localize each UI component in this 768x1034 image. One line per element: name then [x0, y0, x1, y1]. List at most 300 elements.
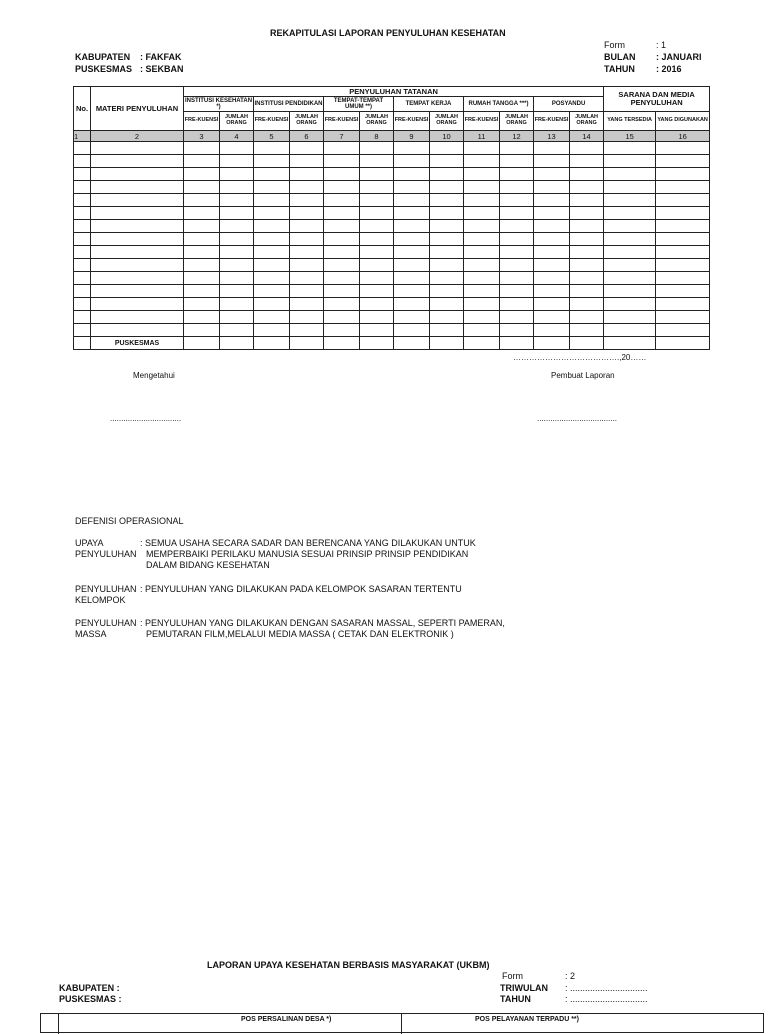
table-cell [534, 233, 570, 246]
table-cell [220, 246, 254, 259]
table-cell [534, 181, 570, 194]
table-cell [91, 259, 184, 272]
form2-tahun-value: : ............................... [565, 994, 648, 1004]
table-cell [220, 155, 254, 168]
table-cell [360, 207, 394, 220]
table-cell [324, 220, 360, 233]
table-cell [254, 246, 290, 259]
table-cell [534, 220, 570, 233]
table-cell [570, 233, 604, 246]
table-cell [220, 142, 254, 155]
table-cell [464, 259, 500, 272]
table-cell [91, 181, 184, 194]
table-cell [394, 337, 430, 350]
table-cell [254, 207, 290, 220]
total-row-label: PUSKESMAS [91, 337, 184, 350]
table-cell [254, 155, 290, 168]
puskesmas-value: : SEKBAN [140, 64, 184, 74]
table-cell [500, 259, 534, 272]
form2-form-value: : 2 [565, 971, 576, 981]
subheader-yang-tersedia: YANG TERSEDIA [604, 112, 656, 131]
col-header-sarana: SARANA DAN MEDIA PENYULUHAN [604, 87, 710, 112]
column-number-cell: 1 [74, 131, 91, 142]
table-cell [220, 324, 254, 337]
pembuat-laporan-label: Pembuat Laporan [551, 371, 615, 380]
form2-title: LAPORAN UPAYA KESEHATAN BERBASIS MASYARAKAT (UKBM) [207, 960, 490, 970]
form2-triwulan-value: : ............................... [565, 983, 648, 993]
table-cell [394, 233, 430, 246]
table-cell [534, 311, 570, 324]
table-cell [254, 337, 290, 350]
form-label: Form [604, 40, 625, 50]
table-cell [290, 142, 324, 155]
table-cell [74, 337, 91, 350]
table-cell [360, 233, 394, 246]
table-cell [570, 207, 604, 220]
table-cell [360, 142, 394, 155]
table-cell [500, 168, 534, 181]
table-cell [254, 233, 290, 246]
table-cell [220, 272, 254, 285]
table-cell [360, 298, 394, 311]
table-cell [430, 155, 464, 168]
table-cell [604, 220, 656, 233]
table-cell [500, 220, 534, 233]
definition-term-massa [75, 618, 137, 640]
table-cell [360, 259, 394, 272]
table-cell [91, 311, 184, 324]
table-cell [394, 207, 430, 220]
table-cell [656, 324, 710, 337]
table-cell [254, 194, 290, 207]
table-cell [360, 324, 394, 337]
table-cell [430, 259, 464, 272]
table-cell [656, 285, 710, 298]
table-cell [184, 337, 220, 350]
mengetahui-label: Mengetahui [133, 371, 175, 380]
table-cell [604, 311, 656, 324]
table-cell [74, 233, 91, 246]
table-cell [360, 311, 394, 324]
definition-term-line: KELOMPOK [75, 595, 126, 605]
table-cell [74, 194, 91, 207]
table-cell [360, 246, 394, 259]
table-cell [656, 142, 710, 155]
table-cell [500, 194, 534, 207]
penyuluhan-table [73, 86, 710, 350]
form2-column-divider [401, 1014, 402, 1034]
table-cell [220, 207, 254, 220]
table-cell [324, 324, 360, 337]
table-cell [464, 181, 500, 194]
table-cell [324, 168, 360, 181]
form2-form-label: Form [502, 971, 523, 981]
table-cell [220, 168, 254, 181]
table-cell [604, 155, 656, 168]
table-cell [464, 233, 500, 246]
subheader-frekuensi: FRE-KUENSI [324, 112, 360, 131]
definition-text-line: MEMPERBAIKI PERILAKU MANUSIA SESUAI PRINSIP PRINSIP PENDIDIKAN [146, 549, 469, 559]
table-cell [184, 311, 220, 324]
table-cell [184, 181, 220, 194]
subheader-frekuensi: FRE-KUENSI [464, 112, 500, 131]
form2-puskesmas-label: PUSKESMAS : [59, 994, 122, 1004]
column-number-cell: 12 [500, 131, 534, 142]
table-cell [184, 168, 220, 181]
table-cell [324, 337, 360, 350]
table-row [74, 324, 710, 337]
table-cell [464, 142, 500, 155]
table-cell [91, 298, 184, 311]
table-cell [184, 324, 220, 337]
table-cell [570, 337, 604, 350]
col-header-tatanan: PENYULUHAN TATANAN [184, 87, 604, 97]
form2-triwulan-label: TRIWULAN [500, 983, 548, 993]
table-cell [656, 220, 710, 233]
table-cell [500, 298, 534, 311]
table-cell [290, 298, 324, 311]
definition-text-line: : PENYULUHAN YANG DILAKUKAN DENGAN SASARAN MASSAL, SEPERTI PAMERAN, [140, 618, 505, 628]
tahun-value: : 2016 [656, 64, 682, 74]
table-cell [430, 246, 464, 259]
table-cell [656, 298, 710, 311]
table-cell [184, 246, 220, 259]
form2-table [40, 1013, 764, 1033]
subheader-frekuensi: FRE-KUENSI [534, 112, 570, 131]
table-cell [464, 194, 500, 207]
group-header-tempat-umum: TEMPAT-TEMPAT UMUM **) [324, 97, 394, 112]
table-cell [74, 181, 91, 194]
column-number-cell: 2 [91, 131, 184, 142]
tahun-label: TAHUN [604, 64, 635, 74]
subheader-jumlah-orang: JUMLAH ORANG [500, 112, 534, 131]
table-cell [500, 272, 534, 285]
column-number-cell: 9 [394, 131, 430, 142]
subheader-jumlah-orang: JUMLAH ORANG [430, 112, 464, 131]
definition-text-line: DALAM BIDANG KESEHATAN [146, 560, 270, 570]
table-cell [394, 168, 430, 181]
table-cell [184, 142, 220, 155]
table-cell [91, 168, 184, 181]
table-cell [74, 207, 91, 220]
table-cell [464, 337, 500, 350]
table-cell [394, 194, 430, 207]
table-cell [324, 194, 360, 207]
table-cell [500, 142, 534, 155]
definition-term-line: PENYULUHAN [75, 584, 137, 594]
table-cell [220, 233, 254, 246]
table-cell [91, 207, 184, 220]
table-cell [464, 324, 500, 337]
table-cell [430, 207, 464, 220]
table-cell [656, 311, 710, 324]
table-cell [220, 194, 254, 207]
table-cell [254, 311, 290, 324]
table-cell [290, 337, 324, 350]
subheader-jumlah-orang: JUMLAH ORANG [290, 112, 324, 131]
table-cell [91, 220, 184, 233]
table-cell [570, 194, 604, 207]
table-cell [91, 194, 184, 207]
group-header-rumah-tangga: RUMAH TANGGA ***) [464, 97, 534, 112]
table-cell [394, 259, 430, 272]
table-row [74, 168, 710, 181]
table-cell [184, 155, 220, 168]
table-cell [74, 168, 91, 181]
signature-line-left: ................................ [110, 414, 182, 423]
table-cell [254, 285, 290, 298]
group-header-institusi-pendidikan: INSTITUSI PENDIDIKAN [254, 97, 324, 112]
definition-text-massa [140, 618, 505, 640]
definition-term-line: PENYULUHAN [75, 549, 137, 559]
form1-title: REKAPITULASI LAPORAN PENYULUHAN KESEHATAN [270, 28, 506, 38]
definition-term-line: MASSA [75, 629, 107, 639]
table-cell [534, 324, 570, 337]
table-cell [570, 298, 604, 311]
table-cell [324, 311, 360, 324]
table-cell [220, 220, 254, 233]
table-row [74, 298, 710, 311]
column-number-cell: 11 [464, 131, 500, 142]
table-cell [324, 298, 360, 311]
column-number-cell: 8 [360, 131, 394, 142]
table-cell [184, 298, 220, 311]
table-cell [394, 155, 430, 168]
column-number-cell: 13 [534, 131, 570, 142]
table-cell [394, 220, 430, 233]
table-row [74, 181, 710, 194]
table-cell [604, 142, 656, 155]
table-cell [220, 311, 254, 324]
table-cell [184, 272, 220, 285]
table-cell [500, 311, 534, 324]
definitions-heading: DEFENISI OPERASIONAL [75, 516, 184, 526]
table-cell [656, 194, 710, 207]
table-cell [604, 233, 656, 246]
table-cell [394, 181, 430, 194]
table-cell [656, 168, 710, 181]
table-cell [500, 246, 534, 259]
table-cell [430, 233, 464, 246]
table-cell [604, 272, 656, 285]
subheader-jumlah-orang: JUMLAH ORANG [570, 112, 604, 131]
table-cell [220, 259, 254, 272]
table-cell [534, 194, 570, 207]
kabupaten-label: KABUPATEN [75, 52, 131, 62]
table-cell [220, 337, 254, 350]
table-cell [464, 272, 500, 285]
subheader-yang-digunakan: YANG DIGUNAKAN [656, 112, 710, 131]
table-row [74, 259, 710, 272]
subheader-frekuensi: FRE-KUENSI [394, 112, 430, 131]
table-cell [324, 181, 360, 194]
definition-term-kelompok [75, 584, 137, 606]
definition-text-upaya [140, 538, 476, 571]
table-cell [220, 181, 254, 194]
table-cell [91, 285, 184, 298]
table-cell [184, 233, 220, 246]
table-cell [290, 220, 324, 233]
table-cell [74, 220, 91, 233]
table-cell [464, 298, 500, 311]
table-cell [394, 142, 430, 155]
table-cell [184, 220, 220, 233]
table-cell [74, 272, 91, 285]
table-row [74, 272, 710, 285]
table-cell [570, 168, 604, 181]
table-cell [360, 272, 394, 285]
table-cell [91, 272, 184, 285]
table-cell [91, 155, 184, 168]
table-cell [394, 272, 430, 285]
column-number-cell: 15 [604, 131, 656, 142]
table-cell [254, 259, 290, 272]
table-cell [74, 298, 91, 311]
table-cell [464, 207, 500, 220]
table-cell [534, 337, 570, 350]
table-row [74, 194, 710, 207]
table-cell [74, 155, 91, 168]
table-cell [290, 207, 324, 220]
table-cell [604, 207, 656, 220]
table-cell [656, 246, 710, 259]
table-cell [464, 246, 500, 259]
table-cell [604, 324, 656, 337]
table-cell [604, 298, 656, 311]
table-cell [360, 168, 394, 181]
table-cell [394, 246, 430, 259]
column-number-cell: 14 [570, 131, 604, 142]
table-cell [290, 168, 324, 181]
table-cell [570, 324, 604, 337]
table-cell [254, 181, 290, 194]
definition-text-line: : SEMUA USAHA SECARA SADAR DAN BERENCANA YANG DILAKUKAN UNTUK [140, 538, 476, 548]
group-header-institusi-kesehatan: INSTITUSI KESEHATAN *) [184, 97, 253, 110]
table-cell [604, 337, 656, 350]
table-cell [656, 233, 710, 246]
table-cell [254, 220, 290, 233]
column-number-row [74, 131, 710, 142]
table-cell [534, 168, 570, 181]
table-cell [91, 233, 184, 246]
subheader-jumlah-orang: JUMLAH ORANG [220, 112, 254, 131]
group-header-tempat-kerja: TEMPAT KERJA [394, 97, 464, 112]
table-cell [534, 142, 570, 155]
table-cell [430, 181, 464, 194]
table-cell [254, 298, 290, 311]
table-cell [324, 259, 360, 272]
table-cell [534, 259, 570, 272]
table-cell [394, 298, 430, 311]
column-number-cell: 10 [430, 131, 464, 142]
form2-tahun-label: TAHUN [500, 994, 531, 1004]
column-number-cell: 16 [656, 131, 710, 142]
column-number-cell: 3 [184, 131, 220, 142]
table-cell [604, 259, 656, 272]
table-cell [430, 194, 464, 207]
definition-text-kelompok [140, 584, 462, 595]
table-cell [464, 220, 500, 233]
table-cell [290, 311, 324, 324]
table-cell [360, 337, 394, 350]
column-number-cell: 7 [324, 131, 360, 142]
table-cell [656, 337, 710, 350]
column-number-cell: 6 [290, 131, 324, 142]
form2-kabupaten-label: KABUPATEN : [59, 983, 120, 993]
table-cell [254, 324, 290, 337]
table-cell [290, 259, 324, 272]
definition-term-line: PENYULUHAN [75, 618, 137, 628]
table-cell [290, 246, 324, 259]
table-cell [254, 272, 290, 285]
table-cell [184, 207, 220, 220]
table-cell [324, 207, 360, 220]
col-header-no: No. [74, 87, 91, 131]
table-cell [500, 337, 534, 350]
table-cell [74, 311, 91, 324]
table-cell [534, 298, 570, 311]
col-header-materi: MATERI PENYULUHAN [91, 87, 184, 131]
table-cell [220, 298, 254, 311]
form2-column-divider [58, 1014, 59, 1034]
table-cell [74, 246, 91, 259]
bulan-label: BULAN [604, 52, 636, 62]
definition-term-line: UPAYA [75, 538, 104, 548]
table-cell [534, 285, 570, 298]
table-cell [91, 246, 184, 259]
table-cell [360, 155, 394, 168]
group-header-posyandu: POSYANDU [534, 97, 604, 112]
table-cell [570, 272, 604, 285]
table-cell [290, 285, 324, 298]
definition-text-line: PEMUTARAN FILM,MELALUI MEDIA MASSA ( CETAK DAN ELEKTRONIK ) [146, 629, 454, 639]
table-cell [570, 142, 604, 155]
table-cell [430, 298, 464, 311]
table-cell [290, 233, 324, 246]
table-cell [656, 207, 710, 220]
table-cell [534, 246, 570, 259]
date-line: ………………………………….,20…… [513, 353, 647, 362]
table-cell [394, 324, 430, 337]
table-row [74, 207, 710, 220]
table-cell [91, 142, 184, 155]
table-cell [184, 259, 220, 272]
table-cell [656, 155, 710, 168]
table-cell [604, 246, 656, 259]
table-cell [360, 285, 394, 298]
table-row [74, 220, 710, 233]
table-cell [464, 155, 500, 168]
table-cell [570, 311, 604, 324]
table-cell [430, 285, 464, 298]
table-cell [464, 285, 500, 298]
table-cell [430, 220, 464, 233]
table-cell [534, 155, 570, 168]
table-cell [290, 181, 324, 194]
table-cell [290, 324, 324, 337]
table-cell [290, 155, 324, 168]
table-row [74, 155, 710, 168]
table-cell [360, 181, 394, 194]
table-row [74, 311, 710, 324]
table-cell [656, 181, 710, 194]
table-cell [394, 311, 430, 324]
table-cell [604, 285, 656, 298]
table-cell [570, 181, 604, 194]
table-cell [324, 246, 360, 259]
table-cell [570, 155, 604, 168]
table-cell [430, 324, 464, 337]
